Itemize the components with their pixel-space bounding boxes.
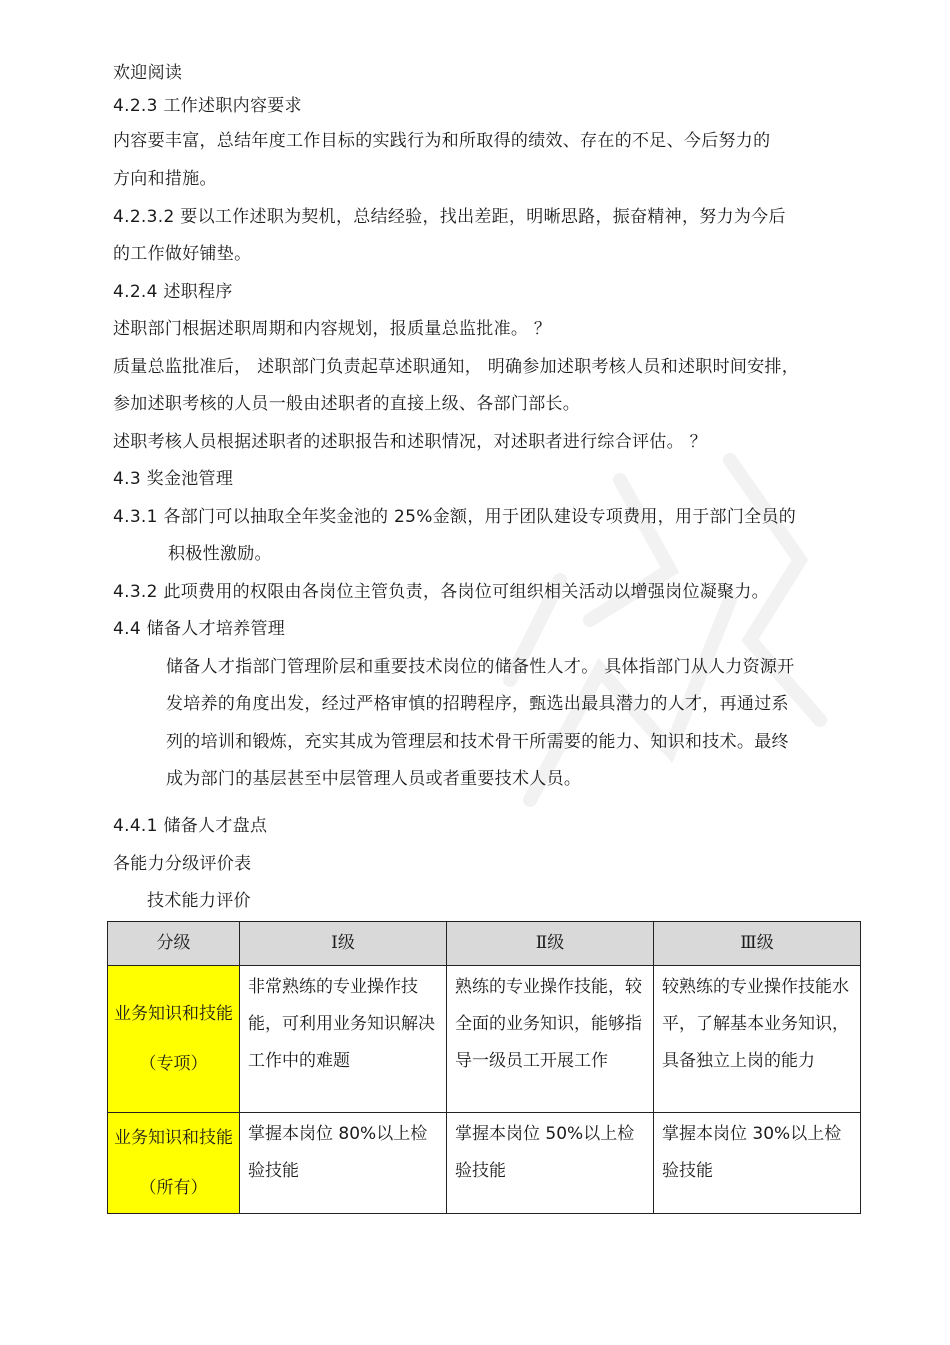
paragraph-line: 积极性激励。 bbox=[168, 544, 272, 564]
paragraph-line: 参加述职考核的人员一般由述职者的直接上级、各部门部长。 bbox=[113, 394, 581, 414]
paragraph-line: 4.3.1 各部门可以抽取全年奖金池的 25%金额，用于团队建设专项费用，用于部门全员的 bbox=[113, 507, 797, 527]
paragraph-line: 方向和措施。 bbox=[113, 169, 217, 189]
table-subcaption: 技术能力评价 bbox=[147, 891, 251, 911]
table-header-cell: Ⅱ级 bbox=[447, 922, 654, 966]
paragraph-line: 储备人才指部门管理阶层和重要技术岗位的储备性人才。 具体指部门从人力资源开 bbox=[166, 657, 795, 677]
table-cell: 非常熟练的专业操作技能，可利用业务知识解决工作中的难题 bbox=[240, 966, 447, 1113]
section-heading: 4.2.3 工作述职内容要求 bbox=[113, 96, 302, 116]
paragraph-line: 发培养的角度出发，经过严格审慎的招聘程序，甄选出最具潜力的人才，再通过系 bbox=[166, 694, 789, 714]
table-row bbox=[108, 1113, 861, 1214]
section-heading: 4.3 奖金池管理 bbox=[113, 469, 234, 489]
section-heading: 4.2.4 述职程序 bbox=[113, 282, 233, 302]
paragraph-line: 述职考核人员根据述职者的述职报告和述职情况，对述职者进行综合评估。 ？ bbox=[113, 432, 707, 452]
table-row bbox=[108, 966, 861, 1113]
ability-evaluation-table bbox=[107, 921, 861, 1214]
paragraph-line: 内容要丰富，总结年度工作目标的实践行为和所取得的绩效、存在的不足、今后努力的 bbox=[113, 131, 771, 151]
section-heading: 4.4.1 储备人才盘点 bbox=[113, 816, 268, 836]
page-header: 欢迎阅读 bbox=[113, 63, 183, 83]
paragraph-line: 成为部门的基层甚至中层管理人员或者重要技术人员。 bbox=[166, 769, 582, 789]
table-header-cell: Ⅰ级 bbox=[240, 922, 447, 966]
paragraph-line: 的工作做好铺垫。 bbox=[113, 244, 252, 264]
table-cell: 掌握本岗位 30%以上检验技能 bbox=[654, 1113, 861, 1214]
table-caption: 各能力分级评价表 bbox=[113, 854, 252, 874]
section-heading: 4.4 储备人才培养管理 bbox=[113, 619, 286, 639]
paragraph-line: 质量总监批准后， 述职部门负责起草述职通知， 明确参加述职考核人员和述职时间安排， bbox=[113, 357, 800, 377]
paragraph-line: 4.2.3.2 要以工作述职为契机，总结经验，找出差距，明晰思路，振奋精神，努力为今后 bbox=[113, 207, 786, 227]
paragraph-line: 4.3.2 此项费用的权限由各岗位主管负责，各岗位可组织相关活动以增强岗位凝聚力。 bbox=[113, 582, 769, 602]
paragraph-line: 列的培训和锻炼，充实其成为管理层和技术骨干所需要的能力、知识和技术。最终 bbox=[166, 732, 789, 752]
table-header-cell: 分级 bbox=[108, 922, 240, 966]
row-label: 业务知识和技能（专项） bbox=[108, 966, 240, 1113]
table-cell: 熟练的专业操作技能，较全面的业务知识，能够指导一级员工开展工作 bbox=[447, 966, 654, 1113]
paragraph-line: 述职部门根据述职周期和内容规划，报质量总监批准。 ？ bbox=[113, 319, 552, 339]
table-cell: 较熟练的专业操作技能水平，了解基本业务知识，具备独立上岗的能力 bbox=[654, 966, 861, 1113]
table-cell: 掌握本岗位 50%以上检验技能 bbox=[447, 1113, 654, 1214]
table-cell: 掌握本岗位 80%以上检验技能 bbox=[240, 1113, 447, 1214]
table-header-cell: Ⅲ级 bbox=[654, 922, 861, 966]
row-label: 业务知识和技能（所有） bbox=[108, 1113, 240, 1214]
table-header-row bbox=[108, 922, 861, 966]
